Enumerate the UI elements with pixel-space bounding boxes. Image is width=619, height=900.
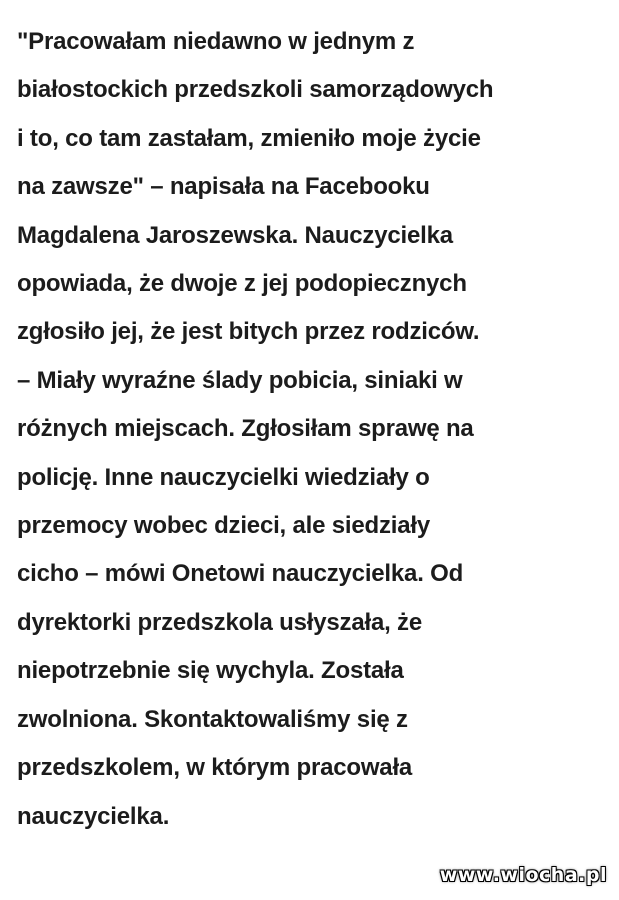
article-line: na zawsze" – napisała na Facebooku (17, 173, 430, 201)
article-line: nauczycielka. (17, 802, 170, 830)
article-line: cicho – mówi Onetowi nauczycielka. Od (17, 560, 464, 588)
article-line: dyrektorki przedszkola usłyszała, że (17, 608, 422, 636)
article-line: i to, co tam zastałam, zmieniło moje życie (17, 124, 481, 152)
article-line: przemocy wobec dzieci, ale siedziały (17, 512, 430, 540)
article-line: Magdalena Jaroszewska. Nauczycielka (17, 221, 453, 249)
article-line: opowiada, że dwoje z jej podopiecznych (17, 270, 467, 298)
article-line: zgłosiło jej, że jest bitych przez rodziców. (17, 318, 480, 346)
article-line: policję. Inne nauczycielki wiedziały o (17, 463, 430, 491)
article-line: białostockich przedszkoli samorządowych (17, 76, 494, 104)
article-line: zwolniona. Skontaktowaliśmy się z (17, 705, 408, 733)
watermark: www.wiocha.pl (439, 864, 607, 886)
article-line: różnych miejscach. Zgłosiłam sprawę na (17, 415, 474, 443)
article-body (17, 18, 617, 841)
article-line: przedszkolem, w którym pracowała (17, 754, 413, 782)
article-line: "Pracowałam niedawno w jednym z (17, 28, 415, 55)
article-line: niepotrzebnie się wychyla. Została (17, 657, 404, 685)
article-line: – Miały wyraźne ślady pobicia, siniaki w (17, 366, 463, 394)
